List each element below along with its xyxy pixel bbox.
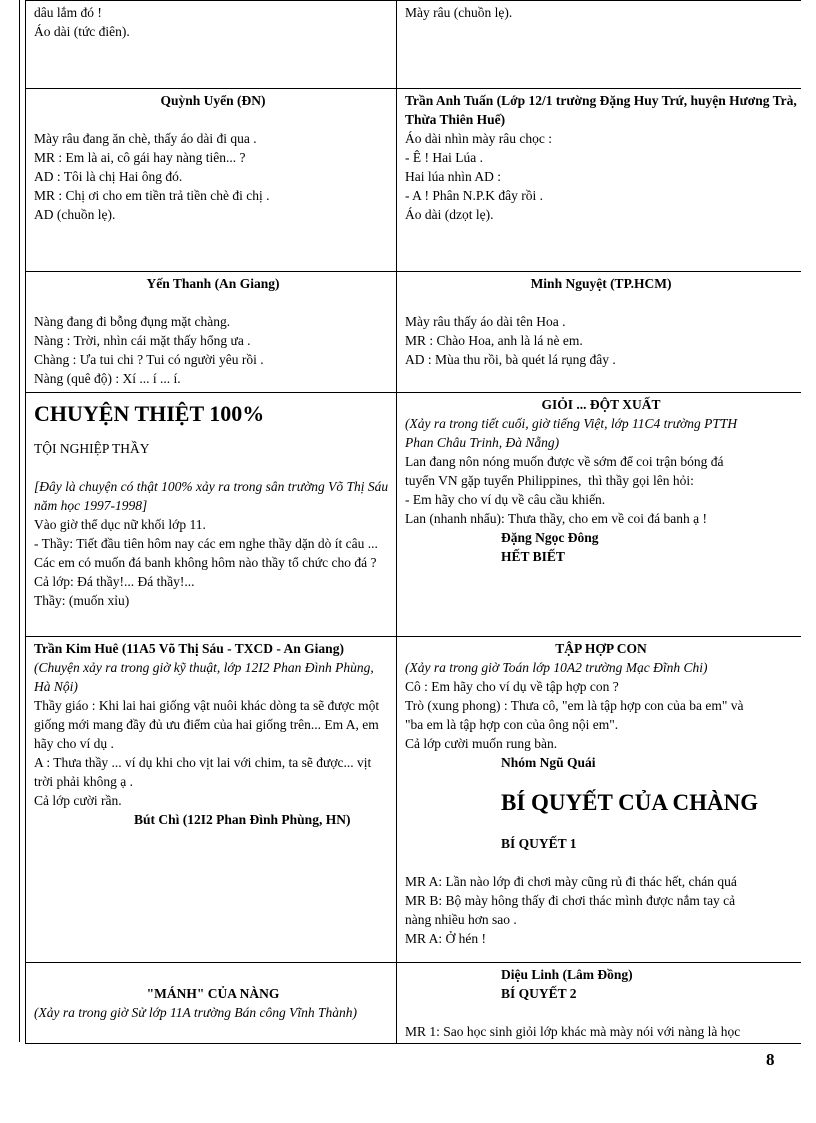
cell-right [397,1,802,89]
text-line: Mày râu thấy áo dài tên Hoa . [405,314,566,329]
text-line: Áo dài nhìn mày râu chọc : [405,131,552,146]
text-line: MR : Em là ai, cô gái hay nàng tiên... ? [34,150,246,165]
story-subtitle: BÍ QUYẾT 2 [501,986,577,1001]
story-title: GIỎI ... ĐỘT XUẤT [541,397,661,412]
text-line: "ba em là tập hợp con của ông nội em". [405,717,619,732]
text-line: MR B: Bộ mày hông thấy đi chơi thác mình được nắm tay cả [405,893,736,908]
story-title: TẬP HỢP CON [555,641,647,656]
story-author: Đặng Ngọc Đông [501,530,599,545]
cell-left [26,637,397,963]
text-line: MR : Chị ơi cho em tiền trả tiền chè đi chị . [34,188,270,203]
text-line: Áo dài (dzọt lẹ). [405,207,494,222]
text-line: Mày râu đang ăn chè, thấy áo dài đi qua . [34,131,257,146]
story-note: (Xảy ra trong tiết cuối, giờ tiếng Việt, lớp 11C4 trường PTTH [405,416,738,431]
text-line: Thầy: (muốn xỉu) [34,593,130,608]
text-line: Trò (xung phong) : Thưa cô, "em là tập hợp con của ba em" và [405,698,744,713]
text-line: nàng nhiều hơn sao . [405,912,517,927]
story-note: (Xảy ra trong giờ Sử lớp 11A trường Bán công Vĩnh Thành) [34,1005,357,1020]
story-note: [Đây là chuyện có thật 100% xảy ra trong sân trường Võ Thị Sáu năm học 1997-1998] [34,479,389,513]
cell-right [397,89,802,272]
cell-left [26,1,397,89]
story-author: Minh Nguyệt (TP.HCM) [530,276,672,291]
text-line: AD : Mùa thu rồi, bà quét lá rụng đây . [405,352,616,367]
text-line: Cả lớp cười muốn rung bàn. [405,736,558,751]
text-line: Nàng đang đi bỗng đụng mặt chàng. [34,314,231,329]
text-line: AD (chuồn lẹ). [34,207,116,222]
story-subtitle: BÍ QUYẾT 1 [501,836,577,851]
text-line: Thầy giáo : Khi lai hai giống vật nuôi khác dòng ta sẽ được một giống mới mang đầy đủ ưu điểm của hai giống trên... Em A, em hãy cho ví dụ . [34,698,383,751]
text-line: Áo dài (tức điên). [34,24,130,39]
story-note: (Xảy ra trong giờ Toán lớp 10A2 trường Mạc Đĩnh Chi) [405,660,708,675]
cell-right [397,637,802,963]
table-row [26,1,802,89]
text-line: Nàng : Trời, nhìn cái mặt thấy hổng ưa . [34,333,251,348]
cell-left [26,393,397,637]
table-row [26,272,802,393]
text-line: Lan (nhanh nhẩu): Thưa thầy, cho em về coi đá banh ạ ! [405,511,707,526]
cell-right [397,393,802,637]
table-row [26,393,802,637]
story-author: Trần Kim Huê (11A5 Võ Thị Sáu - TXCD - An Giang) [34,641,344,656]
story-title: TỘI NGHIỆP THẦY [34,441,150,456]
text-line: tuyển VN gặp tuyển Philippines, thì thầy gọi lên hỏi: [405,473,694,488]
cell-left [26,89,397,272]
section-heading: CHUYỆN THIỆT 100% [34,401,265,426]
story-author: Diệu Linh (Lâm Đồng) [501,967,633,982]
page-number: 8 [766,1050,775,1069]
text-line: MR A: Ở hén ! [405,931,486,946]
story-table [25,0,801,1044]
text-line: Nàng (quê độ) : Xí ... í ... í. [34,371,181,386]
text-line: Cả lớp cười rần. [34,793,122,808]
text-line: - Em hãy cho ví dụ về câu cầu khiến. [405,492,606,507]
story-note: Phan Châu Trinh, Đà Nẵng) [405,435,560,450]
text-line: Cô : Em hãy cho ví dụ về tập hợp con ? [405,679,619,694]
story-note: (Chuyện xảy ra trong giờ kỹ thuật, lớp 12I2 Phan Đình Phùng, Hà Nội) [34,660,374,694]
story-title: "MÁNH" CỦA NÀNG [146,986,280,1001]
cell-left [26,272,397,393]
section-heading: BÍ QUYẾT CỦA CHÀNG [501,790,759,815]
story-author: Bút Chì (12I2 Phan Đình Phùng, HN) [134,812,351,827]
cell-right [397,272,802,393]
cell-left [26,963,397,1044]
text-line: Mày râu (chuồn lẹ). [405,5,513,20]
story-author: Trần Anh Tuấn (Lớp 12/1 trường Đặng Huy Trứ, huyện Hương Trà, Thừa Thiên Huế) [405,93,797,127]
story-author: Yến Thanh (An Giang) [146,276,280,291]
text-line: MR A: Lần nào lớp đi chơi mày cũng rủ đi thác hết, chán quá [405,874,737,889]
text-line: A : Thưa thầy ... ví dụ khi cho vịt lai với chim, ta sẽ được... vịt trời phải không ạ . [34,755,375,789]
text-line: Cả lớp: Đá thầy!... Đá thầy!... [34,574,195,589]
left-margin-line [19,0,20,1042]
text-line: MR : Chào Hoa, anh là lá nè em. [405,333,583,348]
text-line: Vào giờ thể dục nữ khối lớp 11. [34,517,206,532]
text-line: Chàng : Ưa tui chi ? Tui có người yêu rồi . [34,352,264,367]
table-row [26,963,802,1044]
text-line: - Ê ! Hai Lúa . [405,150,483,165]
story-author: Nhóm Ngũ Quái [501,755,596,770]
text-line: - Thầy: Tiết đầu tiên hôm nay các em nghe thầy dặn dò ít câu ... Các em có muốn đá banh không hôm nào thầy tổ chức cho đá ? [34,536,382,570]
cell-right [397,963,802,1044]
text-line: Hai lúa nhìn AD : [405,169,501,184]
story-title: HẾT BIẾT [501,549,565,564]
text-line: - A ! Phân N.P.K đây rồi . [405,188,543,203]
table-row [26,637,802,963]
text-line: dâu lắm đó ! [34,5,102,20]
text-line: Lan đang nôn nóng muốn được về sớm để coi trận bóng đá [405,454,724,469]
story-author: Quỳnh Uyển (ĐN) [160,93,266,108]
text-line: AD : Tôi là chị Hai ông đó. [34,169,183,184]
text-line: MR 1: Sao học sinh giỏi lớp khác mà mày nói với nàng là học [405,1024,741,1039]
table-row [26,89,802,272]
